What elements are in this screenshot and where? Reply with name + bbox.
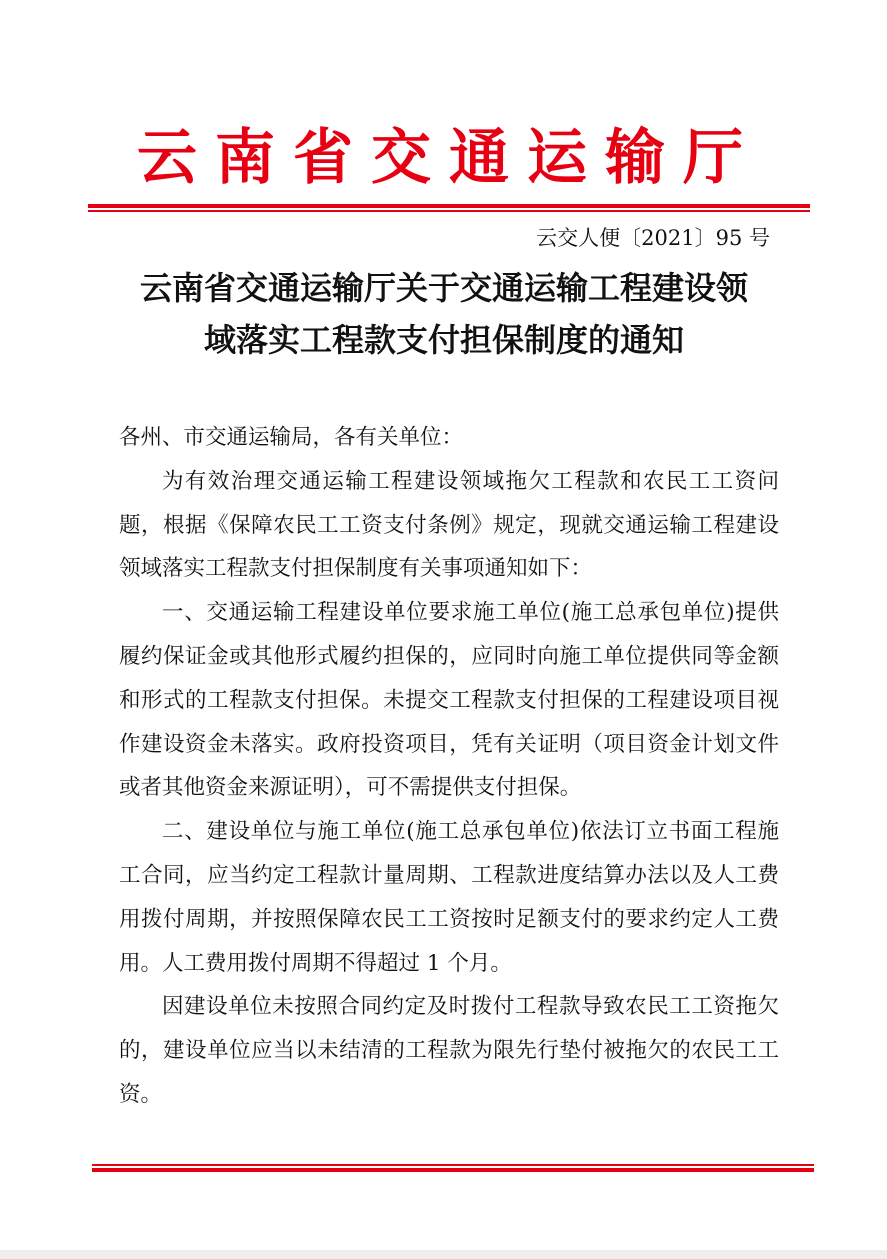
document-title xyxy=(88,262,800,366)
body-paragraph-intro: 为有效治理交通运输工程建设领域拖欠工程款和农民工工资问题，根据《保障农民工工资支付条例》规定，现就交通运输工程建设领域落实工程款支付担保制度有关事项通知如下： xyxy=(119,468,779,582)
document-body xyxy=(119,416,779,1117)
document-number: 云交人便〔2021〕95 号 xyxy=(536,226,770,250)
body-paragraph-item-2-cont: 因建设单位未按照合同约定及时拨付工程款导致农民工工资拖欠的，建设单位应当以未结清的工程款为限先行垫付被拖欠的农民工工资。 xyxy=(119,994,779,1107)
body-paragraph-item-1: 一、交通运输工程建设单位要求施工单位(施工总承包单位)提供履约保证金或其他形式履约担保的，应同时向施工单位提供同等金额和形式的工程款支付担保。未提交工程款支付担保的工程建设项目视作建设资金未落实。政府投资项目，凭有关证明（项目资金计划文件或者其他资金来源证明），可不需提供支付担保。 xyxy=(119,600,779,801)
agency-masthead: 云南省交通运输厅 xyxy=(137,123,761,193)
document-title-line-2: 域落实工程款支付担保制度的通知 xyxy=(203,321,684,359)
footer-divider-thick xyxy=(92,1168,814,1172)
masthead-divider-thin xyxy=(88,210,810,212)
body-paragraph-item-2: 二、建设单位与施工单位(施工总承包单位)依法订立书面工程施工合同，应当约定工程款计量周期、工程款进度结算办法以及人工费用拨付周期，并按照保障农民工工资按时足额支付的要求约定人工费用。人工费用拨付周期不得超过 1 个月。 xyxy=(119,819,779,976)
salutation: 各州、市交通运输局，各有关单位： xyxy=(119,425,464,450)
document-title-line-1: 云南省交通运输厅关于交通运输工程建设领 xyxy=(139,269,748,307)
masthead-divider-thick xyxy=(88,204,810,208)
page-bottom-edge xyxy=(0,1250,887,1259)
footer-divider-thin xyxy=(92,1164,814,1166)
